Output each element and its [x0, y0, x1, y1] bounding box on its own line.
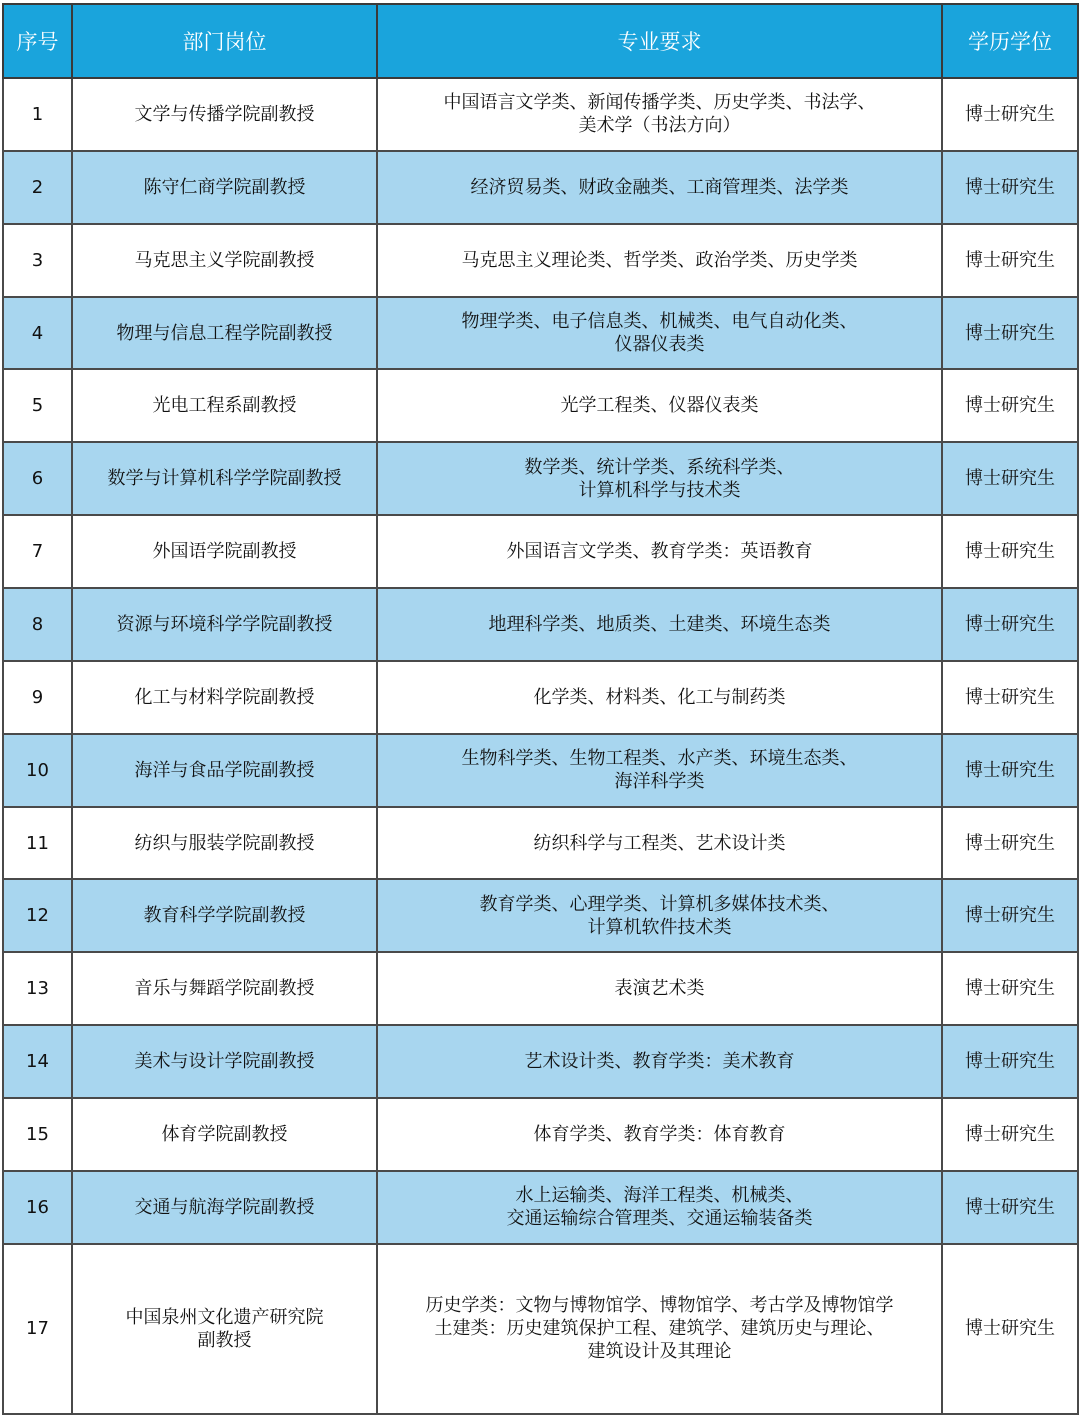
major-line: 水上运输类、海洋工程类、机械类、 [515, 1185, 804, 1207]
dept-line: 马克思主义学院副教授 [134, 249, 315, 271]
major-line: 马克思主义理论类、哲学类、政治学类、历史学类 [461, 249, 858, 271]
dept-line: 交通与航海学院副教授 [134, 1196, 315, 1218]
cell-seq: 10 [3, 734, 72, 807]
cell-seq: 12 [3, 879, 72, 952]
cell-major [377, 442, 942, 515]
major-line: 交通运输综合管理类、交通运输装备类 [506, 1208, 813, 1230]
cell-major [377, 515, 942, 588]
cell-dept [72, 661, 377, 734]
cell-dept [72, 734, 377, 807]
table-row [3, 442, 1078, 515]
cell-seq: 6 [3, 442, 72, 515]
table-row [3, 297, 1078, 370]
cell-seq: 11 [3, 807, 72, 880]
cell-dept [72, 369, 377, 442]
table-row [3, 1098, 1078, 1171]
dept-line: 体育学院副教授 [161, 1123, 288, 1145]
major-line: 地理科学类、地质类、土建类、环境生态类 [488, 613, 831, 635]
cell-degree: 博士研究生 [942, 151, 1078, 224]
major-line: 土建类：历史建筑保护工程、建筑学、建筑历史与理论、 [434, 1318, 885, 1340]
cell-major [377, 588, 942, 661]
cell-major [377, 1171, 942, 1244]
cell-seq: 15 [3, 1098, 72, 1171]
header-dept: 部门岗位 [72, 4, 377, 78]
table-row [3, 807, 1078, 880]
cell-major [377, 952, 942, 1025]
major-line: 经济贸易类、财政金融类、工商管理类、法学类 [470, 176, 849, 198]
dept-line: 文学与传播学院副教授 [134, 103, 315, 125]
major-line: 光学工程类、仪器仪表类 [560, 395, 759, 417]
cell-degree: 博士研究生 [942, 369, 1078, 442]
header-degree: 学历学位 [942, 4, 1078, 78]
major-line: 计算机软件技术类 [587, 916, 732, 938]
dept-line: 音乐与舞蹈学院副教授 [134, 978, 315, 1000]
cell-dept [72, 1244, 377, 1414]
dept-line: 海洋与食品学院副教授 [134, 759, 315, 781]
table-row [3, 588, 1078, 661]
cell-seq: 1 [3, 78, 72, 151]
cell-seq: 4 [3, 297, 72, 370]
cell-dept [72, 588, 377, 661]
cell-dept [72, 151, 377, 224]
table-row [3, 515, 1078, 588]
cell-degree: 博士研究生 [942, 1171, 1078, 1244]
major-line: 艺术设计类、教育学类：美术教育 [524, 1051, 795, 1073]
major-line: 外国语言文学类、教育学类：英语教育 [506, 541, 813, 563]
major-line: 教育学类、心理学类、计算机多媒体技术类、 [479, 893, 840, 915]
dept-line: 中国泉州文化遗产研究院 [125, 1306, 324, 1328]
cell-major [377, 1098, 942, 1171]
cell-seq: 2 [3, 151, 72, 224]
cell-major [377, 1244, 942, 1414]
table-row [3, 224, 1078, 297]
cell-major [377, 879, 942, 952]
dept-line: 资源与环境科学学院副教授 [116, 613, 333, 635]
dept-line: 化工与材料学院副教授 [134, 686, 315, 708]
cell-dept [72, 297, 377, 370]
major-line: 中国语言文学类、新闻传播学类、历史学类、书法学、 [443, 92, 876, 114]
table-row [3, 151, 1078, 224]
cell-degree: 博士研究生 [942, 442, 1078, 515]
dept-line: 教育科学学院副教授 [143, 905, 306, 927]
cell-degree: 博士研究生 [942, 1244, 1078, 1414]
cell-degree: 博士研究生 [942, 78, 1078, 151]
cell-seq: 17 [3, 1244, 72, 1414]
major-line: 历史学类：文物与博物馆学、博物馆学、考古学及博物馆学 [425, 1295, 894, 1317]
major-line: 仪器仪表类 [614, 334, 705, 355]
cell-major [377, 369, 942, 442]
cell-major [377, 151, 942, 224]
cell-dept [72, 1171, 377, 1244]
cell-dept [72, 442, 377, 515]
table-row [3, 369, 1078, 442]
cell-seq: 13 [3, 952, 72, 1025]
recruitment-table [2, 3, 1079, 1415]
cell-major [377, 297, 942, 370]
cell-degree: 博士研究生 [942, 734, 1078, 807]
cell-seq: 7 [3, 515, 72, 588]
dept-line: 物理与信息工程学院副教授 [116, 322, 333, 344]
cell-dept [72, 807, 377, 880]
cell-seq: 9 [3, 661, 72, 734]
table-row [3, 952, 1078, 1025]
major-line: 海洋科学类 [614, 771, 705, 793]
cell-degree: 博士研究生 [942, 952, 1078, 1025]
major-line: 纺织科学与工程类、艺术设计类 [533, 832, 786, 854]
cell-degree: 博士研究生 [942, 661, 1078, 734]
table-row [3, 1244, 1078, 1414]
cell-degree: 博士研究生 [942, 1098, 1078, 1171]
table-row [3, 1171, 1078, 1244]
cell-major [377, 78, 942, 151]
major-line: 物理学类、电子信息类、机械类、电气自动化类、 [461, 311, 858, 332]
header-major: 专业要求 [377, 4, 942, 78]
dept-line: 陈守仁商学院副教授 [143, 176, 306, 198]
major-line: 建筑设计及其理论 [587, 1341, 732, 1363]
cell-dept [72, 515, 377, 588]
cell-major [377, 224, 942, 297]
major-line: 体育学类、教育学类：体育教育 [533, 1123, 786, 1145]
header-seq: 序号 [3, 4, 72, 78]
cell-dept [72, 952, 377, 1025]
table-row [3, 1025, 1078, 1098]
table-row [3, 879, 1078, 952]
cell-degree: 博士研究生 [942, 588, 1078, 661]
dept-line: 外国语学院副教授 [152, 541, 297, 563]
cell-seq: 14 [3, 1025, 72, 1098]
major-line: 美术学（书法方向） [578, 115, 741, 137]
major-line: 计算机科学与技术类 [578, 479, 741, 501]
cell-seq: 16 [3, 1171, 72, 1244]
cell-degree: 博士研究生 [942, 297, 1078, 370]
dept-line: 美术与设计学院副教授 [134, 1051, 315, 1073]
cell-seq: 8 [3, 588, 72, 661]
table-row [3, 734, 1078, 807]
major-line: 数学类、统计学类、系统科学类、 [524, 456, 795, 478]
cell-major [377, 807, 942, 880]
cell-dept [72, 879, 377, 952]
cell-major [377, 734, 942, 807]
table-row [3, 78, 1078, 151]
cell-dept [72, 1098, 377, 1171]
header-row [3, 4, 1078, 78]
dept-line: 光电工程系副教授 [152, 395, 297, 417]
cell-seq: 5 [3, 369, 72, 442]
dept-line: 纺织与服装学院副教授 [134, 832, 315, 854]
dept-line: 数学与计算机科学学院副教授 [107, 468, 342, 490]
cell-dept [72, 1025, 377, 1098]
cell-degree: 博士研究生 [942, 879, 1078, 952]
dept-line: 副教授 [197, 1329, 252, 1351]
cell-dept [72, 78, 377, 151]
major-line: 化学类、材料类、化工与制药类 [533, 686, 786, 708]
major-line: 生物科学类、生物工程类、水产类、环境生态类、 [461, 748, 858, 770]
cell-degree: 博士研究生 [942, 224, 1078, 297]
cell-degree: 博士研究生 [942, 807, 1078, 880]
major-line: 表演艺术类 [614, 978, 705, 1000]
cell-major [377, 661, 942, 734]
cell-degree: 博士研究生 [942, 515, 1078, 588]
table-row [3, 661, 1078, 734]
cell-seq: 3 [3, 224, 72, 297]
cell-dept [72, 224, 377, 297]
cell-degree: 博士研究生 [942, 1025, 1078, 1098]
cell-major [377, 1025, 942, 1098]
